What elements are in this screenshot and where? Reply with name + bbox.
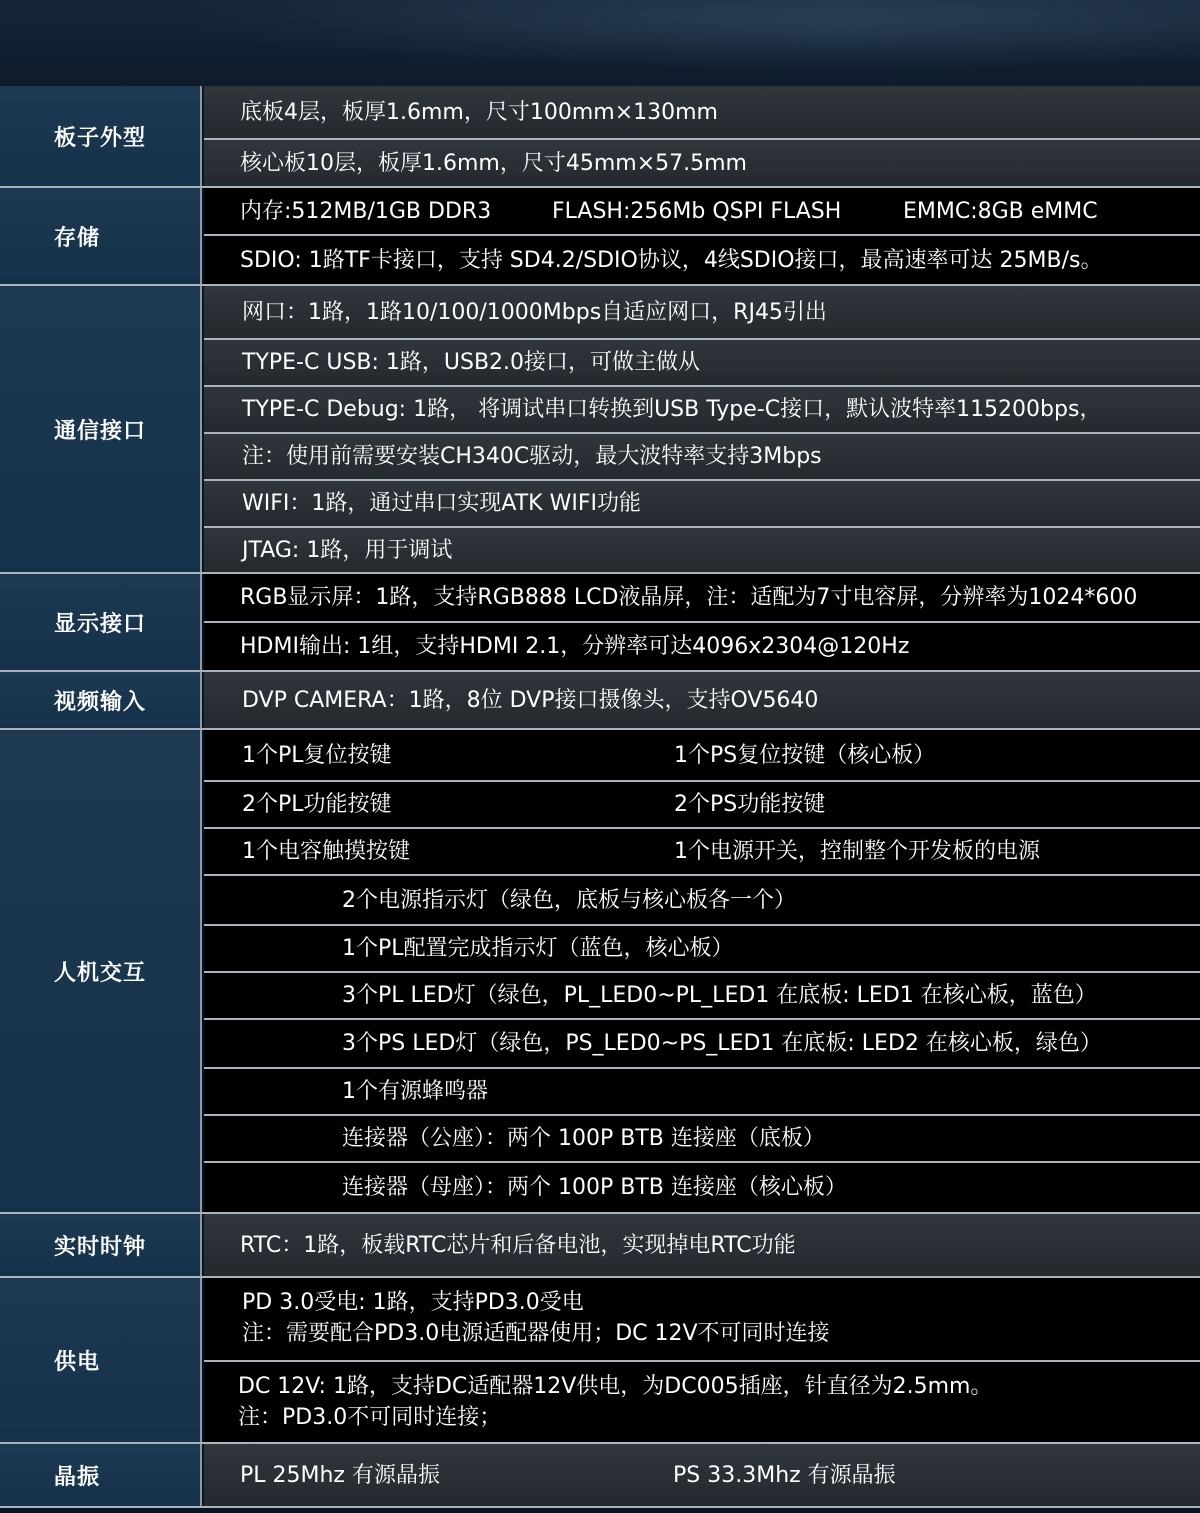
section-storage: [0, 188, 1200, 284]
spec-line: PD 3.0受电: 1路，支持PD3.0受电: [242, 1290, 584, 1315]
spec-text: 3个PL LED灯（绿色，PL_LED0~PL_LED1 在底板: LED1 在核心板，蓝色）: [342, 983, 1097, 1008]
section-label: [0, 672, 202, 728]
spec-text: [238, 1371, 992, 1433]
section-display: [0, 574, 1200, 670]
spec-row: [204, 1214, 1200, 1276]
spec-text: JTAG: 1路，用于调试: [242, 537, 453, 563]
spec-text: 连接器（公座）：两个 100P BTB 连接座（底板）: [342, 1126, 825, 1151]
spec-row: [204, 973, 1200, 1018]
spec-text: PL 25Mhz 有源晶振: [240, 1462, 440, 1488]
spec-row: [204, 481, 1200, 526]
spec-line: 注：PD3.0不可同时连接；: [238, 1405, 502, 1430]
spec-row: [204, 434, 1200, 479]
spec-row: [204, 387, 1200, 432]
section-label-text: 通信接口: [54, 418, 147, 444]
section-rtc: [0, 1214, 1200, 1276]
section-label: [0, 86, 202, 186]
spec-row: [204, 86, 1200, 138]
section-label-text: 晶振: [54, 1464, 101, 1490]
spec-text: 2个PS功能按键: [674, 792, 826, 817]
spec-text: PS 33.3Mhz 有源晶振: [673, 1462, 896, 1488]
spec-text: 2个电源指示灯（绿色，底板与核心板各一个）: [342, 887, 796, 913]
spec-text: RTC：1路，板载RTC芯片和后备电池，实现掉电RTC功能: [240, 1232, 796, 1258]
spec-row: [204, 926, 1200, 971]
section-label-text: 人机交互: [54, 960, 147, 986]
spec-text: 3个PS LED灯（绿色，PS_LED0~PS_LED1 在底板: LED2 在核心板，绿色）: [342, 1031, 1102, 1056]
spec-text: WIFI：1路，通过串口实现ATK WIFI功能: [242, 491, 641, 516]
section-label: [0, 1278, 202, 1442]
spec-line: 注：需要配合PD3.0电源适配器使用；DC 12V不可同时连接: [242, 1321, 830, 1346]
section-hmi: [0, 730, 1200, 1212]
spec-text: 1个电源开关，控制整个开发板的电源: [674, 839, 1040, 864]
spec-text: RGB显示屏：1路，支持RGB888 LCD液晶屏，注：适配为7寸电容屏，分辨率为1024*600: [240, 585, 1138, 610]
section-label: [0, 188, 202, 284]
spec-row: [204, 672, 1200, 728]
spec-row: [204, 1278, 1200, 1360]
spec-row: [204, 236, 1200, 284]
spec-row: [204, 188, 1200, 234]
section-label: [0, 1444, 202, 1506]
section-label: [0, 730, 202, 1212]
spec-text: SDIO: 1路TF卡接口，支持 SD4.2/SDIO协议，4线SDIO接口，最高速率可达 25MB/s。: [240, 247, 1103, 273]
spec-row: [204, 528, 1200, 572]
section-power: [0, 1278, 1200, 1442]
section-label-text: 存储: [54, 225, 101, 251]
spec-text: 注：使用前需要安装CH340C驱动，最大波特率支持3Mbps: [242, 444, 822, 469]
section-label-text: 显示接口: [54, 611, 147, 637]
section-label: [0, 1214, 202, 1276]
spec-text: TYPE-C Debug: 1路， 将调试串口转换到USB Type-C接口，默认波特率115200bps，: [242, 397, 1102, 422]
spec-text: 2个PL功能按键: [242, 792, 392, 817]
spec-text: 网口：1路，1路10/100/1000Mbps自适应网口，RJ45引出: [242, 299, 827, 325]
spec-text: EMMC:8GB eMMC: [903, 198, 1098, 224]
spec-row: [204, 623, 1200, 670]
section-label-text: 实时时钟: [54, 1234, 147, 1260]
spec-text: 1个PL配置完成指示灯（蓝色，核心板）: [342, 936, 734, 961]
spec-text: 1个PS复位按键（核心板）: [674, 742, 936, 768]
section-video: [0, 672, 1200, 728]
spec-row: [204, 1362, 1200, 1442]
spec-row: [204, 730, 1200, 780]
spec-text: 内存:512MB/1GB DDR3: [240, 198, 492, 224]
spec-text: 1个PL复位按键: [242, 742, 392, 768]
spec-row: [204, 340, 1200, 385]
spec-text: [242, 1287, 830, 1349]
spec-row: [204, 1444, 1200, 1506]
spec-row: [204, 574, 1200, 621]
spec-row: [204, 876, 1200, 924]
spec-text: 1个电容触摸按键: [242, 839, 410, 864]
spec-text: 底板4层，板厚1.6mm，尺寸100mm×130mm: [240, 99, 718, 125]
spec-line: DC 12V: 1路，支持DC适配器12V供电，为DC005插座，针直径为2.5mm。: [238, 1374, 993, 1399]
spec-row: [204, 1116, 1200, 1161]
section-crystal: [0, 1444, 1200, 1506]
spec-text: TYPE-C USB: 1路，USB2.0接口，可做主做从: [242, 350, 701, 375]
spec-row: [204, 1163, 1200, 1212]
section-divider: [0, 1506, 1200, 1508]
section-label: [0, 574, 202, 670]
section-label-text: 视频输入: [54, 689, 147, 715]
spec-text: 核心板10层，板厚1.6mm，尺寸45mm×57.5mm: [240, 150, 747, 176]
section-label-text: 供电: [54, 1349, 101, 1375]
header-banner: [0, 0, 1200, 86]
spec-row: [204, 1069, 1200, 1114]
spec-row: [204, 1020, 1200, 1067]
section-label: [0, 286, 202, 572]
spec-row: [204, 140, 1200, 186]
spec-text: 1个有源蜂鸣器: [342, 1079, 488, 1104]
spec-text: DVP CAMERA：1路，8位 DVP接口摄像头，支持OV5640: [242, 687, 819, 713]
spec-text: FLASH:256Mb QSPI FLASH: [552, 198, 842, 224]
spec-row: [204, 829, 1200, 874]
section-comm: [0, 286, 1200, 572]
spec-text: HDMI输出: 1组，支持HDMI 2.1，分辨率可达4096x2304@120Hz: [240, 634, 910, 659]
spec-text: 连接器（母座）：两个 100P BTB 连接座（核心板）: [342, 1175, 847, 1200]
section-board: [0, 86, 1200, 186]
section-label-text: 板子外型: [54, 125, 147, 151]
spec-row: [204, 782, 1200, 827]
spec-row: [204, 286, 1200, 338]
